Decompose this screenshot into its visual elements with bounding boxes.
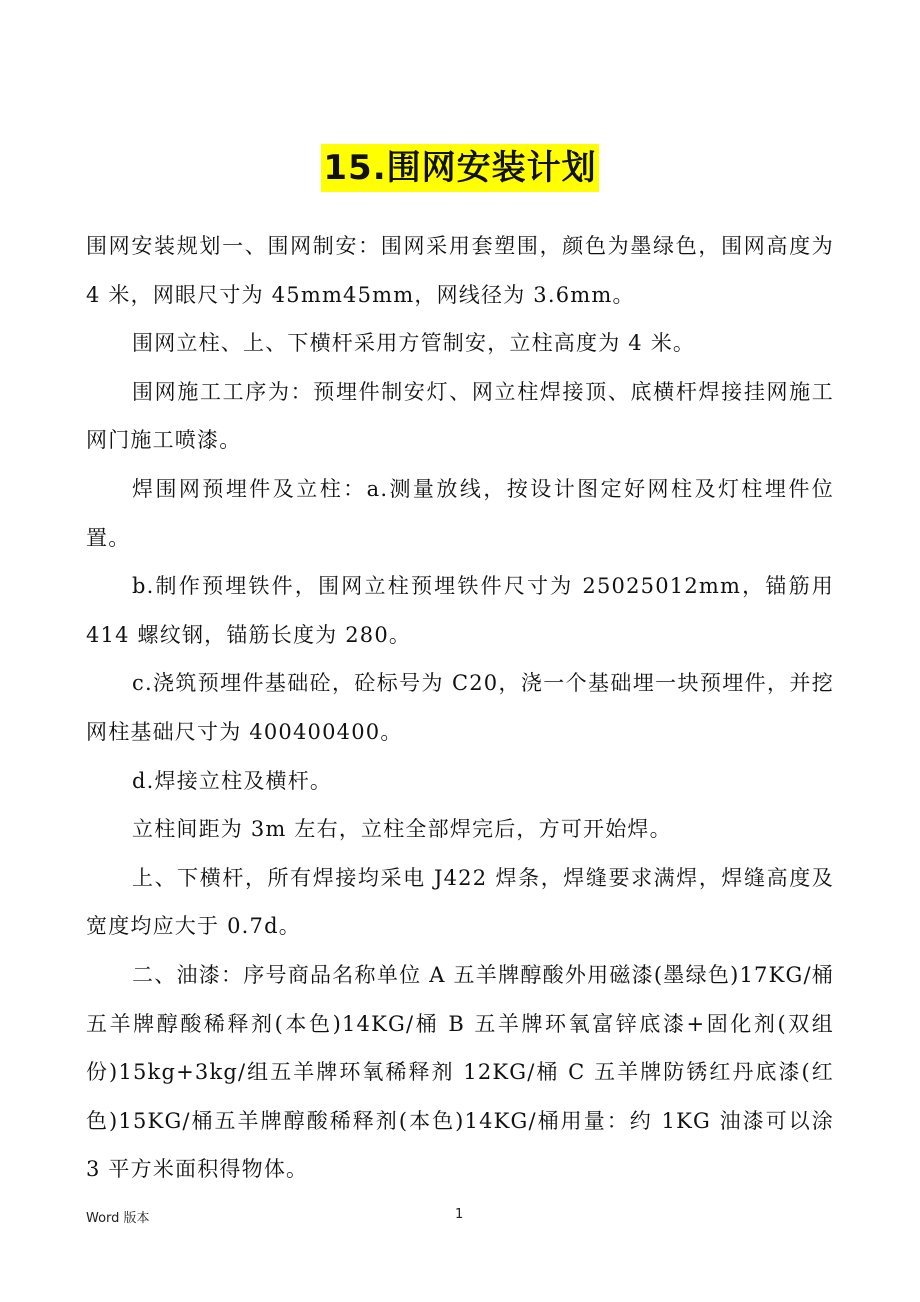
- document-body: [86, 222, 834, 1194]
- paragraph-8: 立柱间距为 3m 左右，立柱全部焊完后，方可开始焊。: [132, 817, 672, 842]
- paragraph-6: c.浇筑预埋件基础砼，砼标号为 C20，浇一个基础埋一块预埋件，并挖网柱基础尺寸为 400400400。: [86, 671, 834, 744]
- footer-label: Word 版本: [86, 1211, 150, 1226]
- document-title: 15.围网安装计划: [321, 144, 598, 192]
- paragraph-5: b.制作预埋铁件，围网立柱预埋铁件尺寸为 25025012mm，锚筋用 414 螺纹钢，锚筋长度为 280。: [86, 574, 834, 647]
- title-container: [0, 144, 920, 192]
- paragraph-9: 上、下横杆，所有焊接均采电 J422 焊条，焊缝要求满焊，焊缝高度及宽度均应大于 0.7d。: [86, 865, 834, 939]
- paragraph-10: 二、油漆：序号商品名称单位 A 五羊牌醇酸外用磁漆(墨绿色)17KG/桶五羊牌醇酸稀释剂(本色)14KG/桶 B 五羊牌环氧富锌底漆+固化剂(双组份)15kg+3kg/组五羊牌环氧稀释剂 12KG/桶 C 五羊牌防锈红丹底漆(红色)15KG/桶五羊牌醇酸稀释剂(本色)14KG/桶用量：约 1KG 油漆可以涂 3 平方米面积得物体。: [86, 962, 834, 1182]
- paragraph-2: 围网立柱、上、下横杆采用方管制安，立柱高度为 4 米。: [132, 331, 696, 356]
- footer-page-number: 1: [455, 1207, 464, 1222]
- paragraph-4: 焊围网预埋件及立柱：a.测量放线，按设计图定好网柱及灯柱埋件位置。: [86, 476, 834, 550]
- paragraph-7: d.焊接立柱及横杆。: [132, 768, 333, 793]
- paragraph-3: 围网施工工序为：预埋件制安灯、网立柱焊接顶、底横杆焊接挂网施工网门施工喷漆。: [86, 379, 834, 453]
- paragraph-1: 围网安装规划一、围网制安：围网采用套塑围，颜色为墨绿色，围网高度为 4 米，网眼尺寸为 45mm45mm，网线径为 3.6mm。: [86, 234, 834, 307]
